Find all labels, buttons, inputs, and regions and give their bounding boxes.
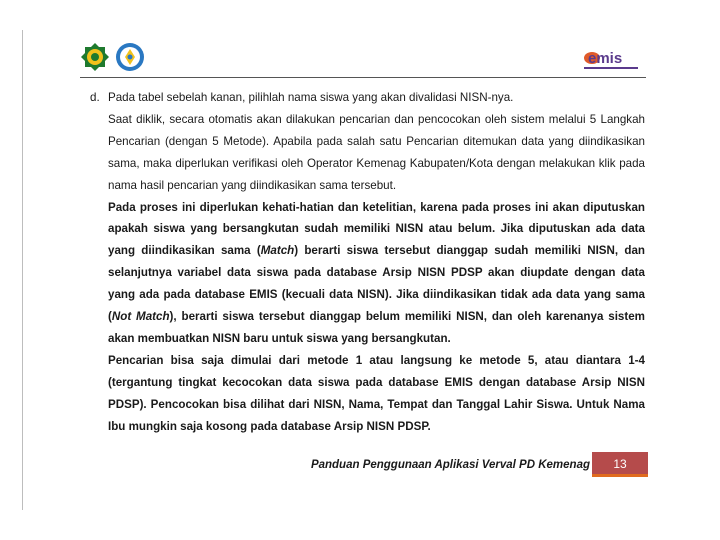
kemenag-logo <box>80 42 110 72</box>
page-number: 13 <box>592 452 648 476</box>
slide-border <box>22 30 23 510</box>
match-term: Match <box>260 244 295 258</box>
paragraph-2-part-c: ), berarti siswa tersebut dianggap belum memiliki NISN, dan oleh karenanya sistem akan membuatkan NISN baru untuk siswa yang bersangkutan. <box>108 310 645 345</box>
document-body <box>90 87 645 438</box>
paragraph-1: Saat diklik, secara otomatis akan dilakukan pencarian dan pencocokan oleh sistem melalui 5 Langkah Pencarian (dengan 5 Metode). Apabila pada salah satu Pencarian ditemukan data yang diindikasikan sama, maka diperlukan verifikasi oleh Operator Kemenag Kabupaten/Kota dengan melakukan klik pada nama hasil pencarian yang diindikasikan sama tersebut. <box>108 112 645 192</box>
page-number-accent <box>592 474 648 477</box>
tut-wuri-handayani-logo <box>115 42 145 72</box>
intro-text: Pada tabel sebelah kanan, pilihlah nama siswa yang akan divalidasi NISN-nya. <box>108 91 514 104</box>
header-divider <box>80 77 646 78</box>
emis-logo <box>582 46 640 72</box>
paragraph-2-part-b: ) berarti siswa tersebut dianggap sudah memiliki NISN, dan selanjutnya variabel data siswa pada database Arsip NISN PDSP akan diupdate dengan data yang ada pada database EMIS (kecuali data NISN). Jika diindikasikan tidak ada data yang sama ( <box>108 244 645 324</box>
paragraph-2-part-a: Pada proses ini diperlukan kehati-hatian dan ketelitian, karena pada proses ini akan diputuskan apakah siswa yang bersangkutan sudah memiliki NISN atau belum. Jika diputuskan ada data yang diindikasikan sama ( <box>108 200 645 258</box>
not-match-term: Not Match <box>111 310 170 324</box>
list-item-d <box>90 87 645 109</box>
list-marker: d. <box>90 91 100 104</box>
footer-title: Panduan Penggunaan Aplikasi Verval PD Kemenag <box>310 459 590 471</box>
svg-text:emis: emis <box>588 50 623 67</box>
paragraph-3: Pencarian bisa saja dimulai dari metode 1 atau langsung ke metode 5, atau diantara 1-4 (tergantung tingkat kecocokan data siswa pada database EMIS dengan database Arsip NISN PDSP). Pencocokan bisa dilihat dari NISN, Nama, Tempat dan Tanggal Lahir Siswa. Untuk Nama Ibu mungkin saja kosong pada database Arsip NISN PDSP. <box>108 353 645 433</box>
document-header <box>80 40 646 80</box>
paragraph-2 <box>108 197 645 350</box>
